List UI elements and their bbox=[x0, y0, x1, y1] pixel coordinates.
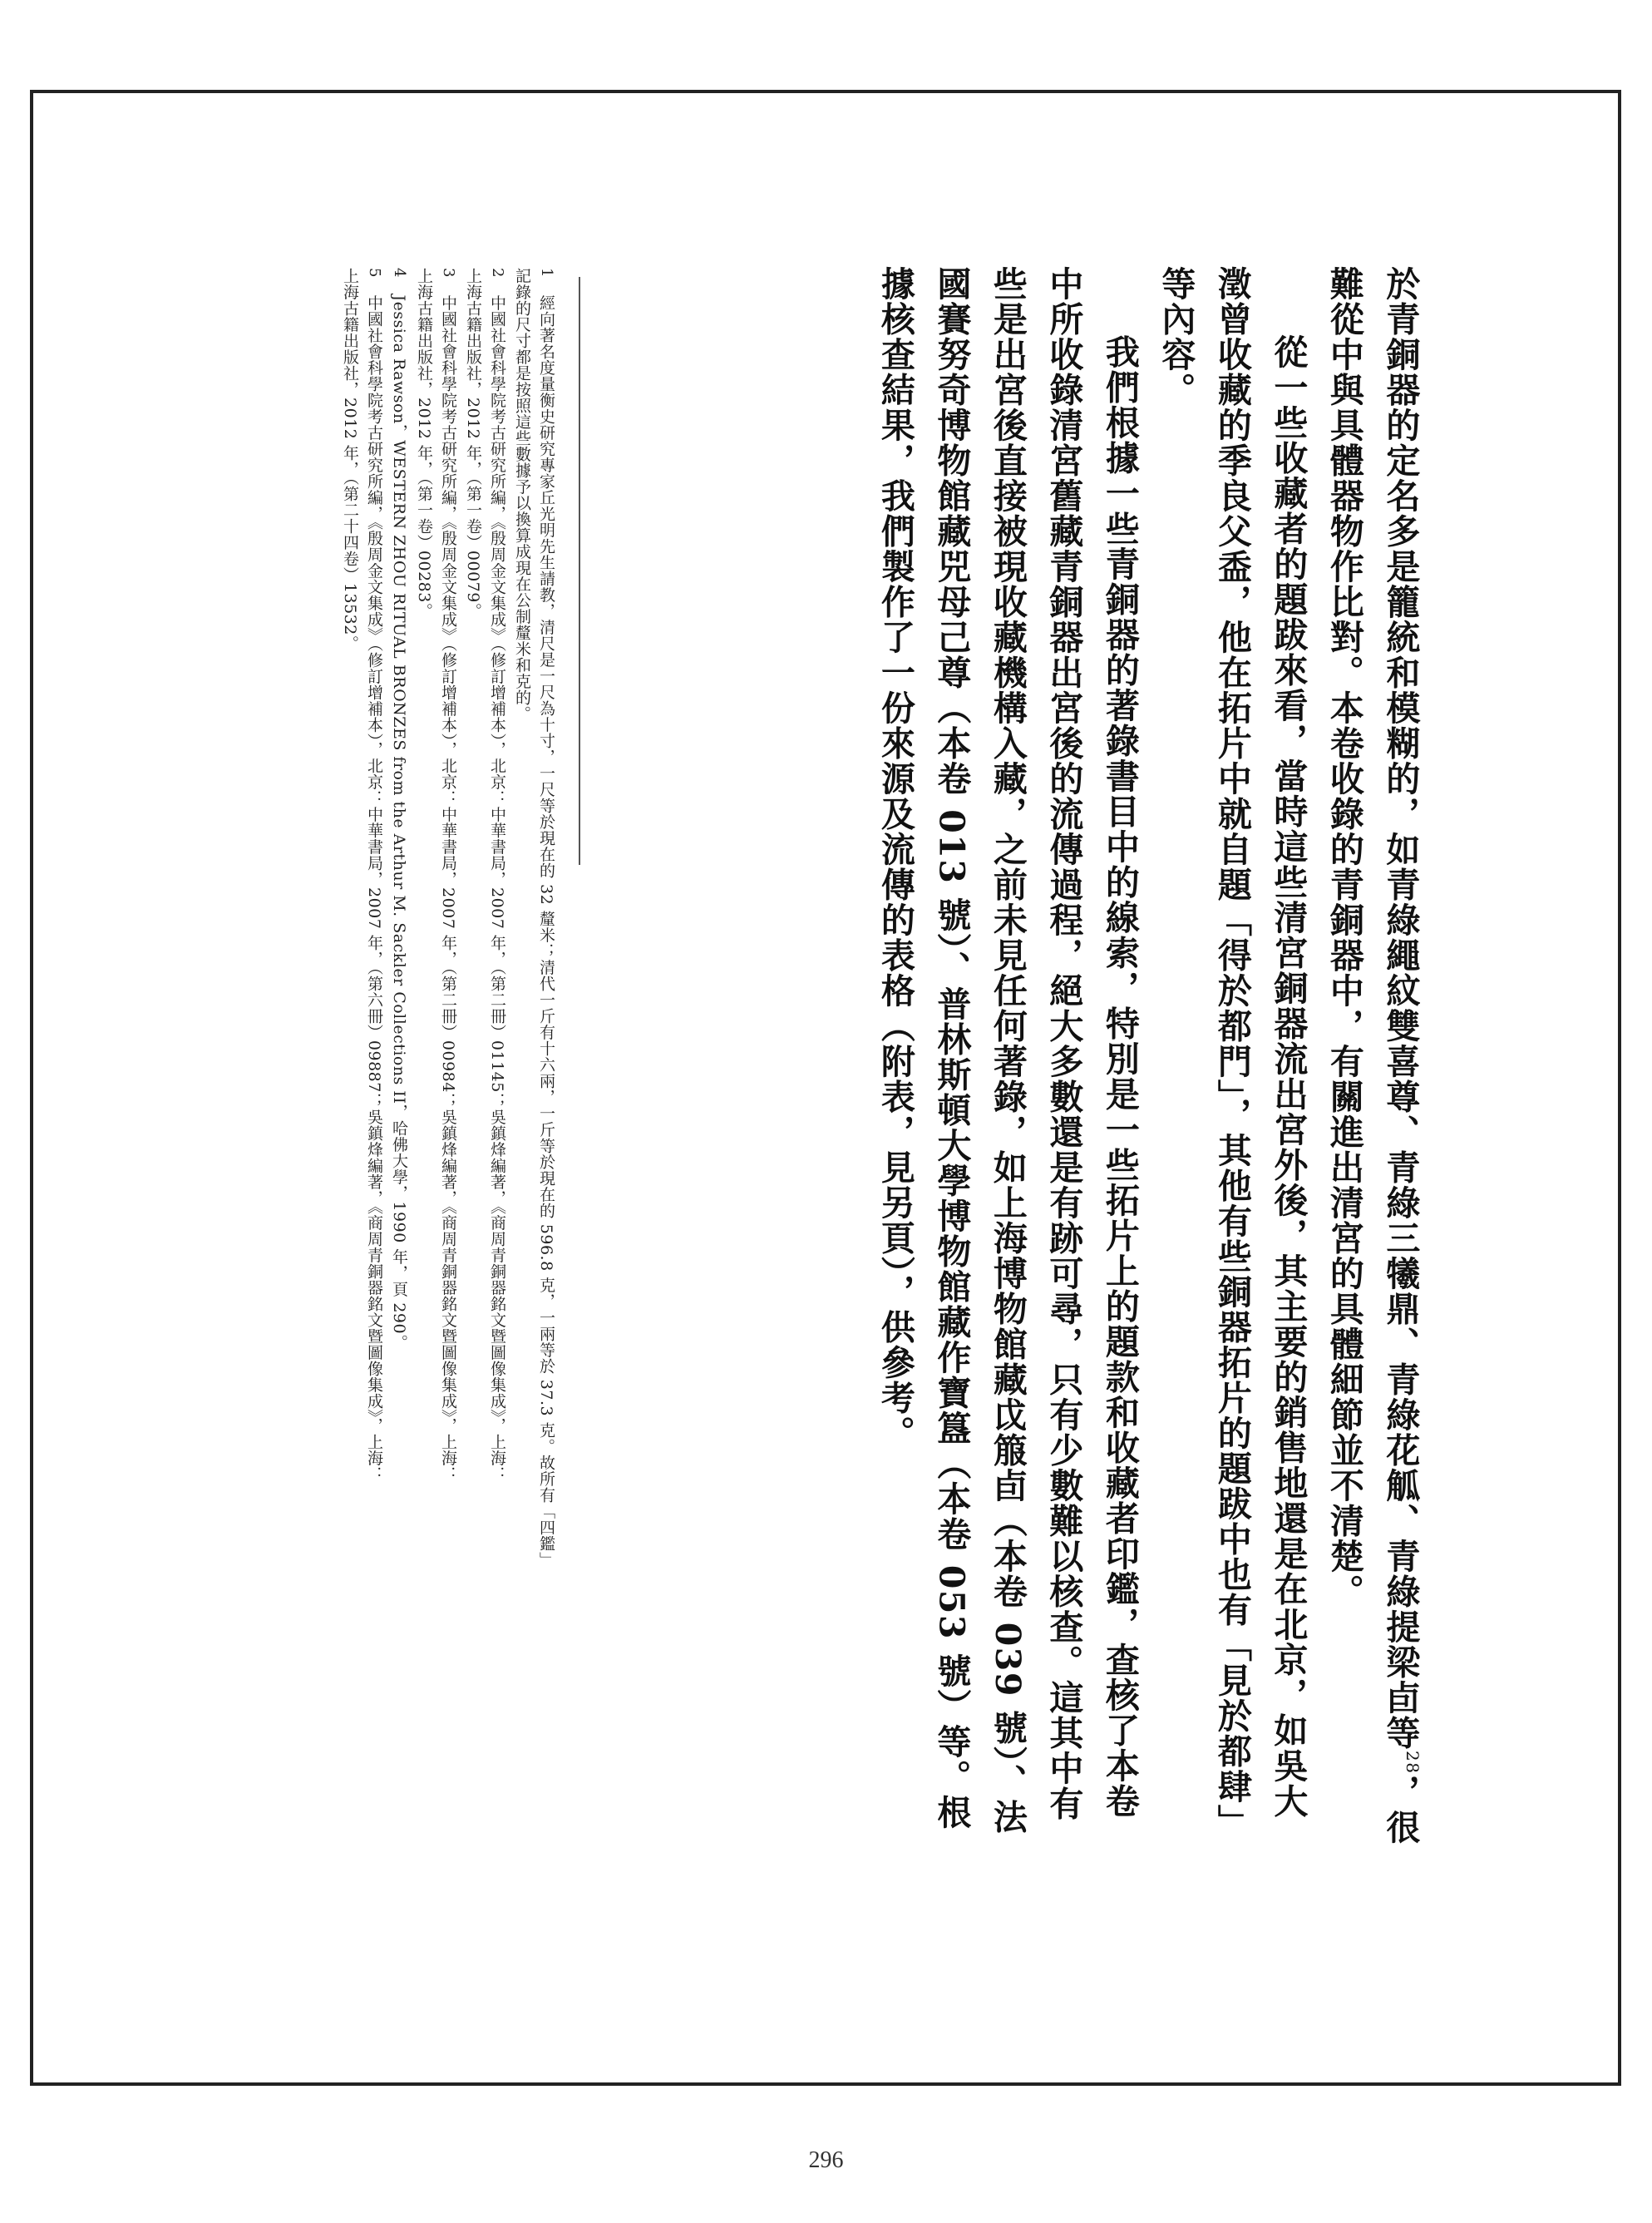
footnote-line: 上海古籍出版社，2012 年，（第二十四卷）13532。 bbox=[341, 268, 359, 652]
body-line: 母己尊（本卷 013 號）、普林斯頓大學博物館藏作寶簋（本卷 053 號）等。根據核查結果，我們製作了一份 bbox=[875, 266, 972, 1830]
footnote-3 bbox=[412, 268, 461, 1806]
paragraph-1 bbox=[1315, 266, 1440, 1846]
footnote-line: 記錄的尺寸都是按照這些數據予以換算成現在公制釐米和克的。 bbox=[513, 268, 531, 722]
body-line: 於青銅器的定名多是籠統和模糊的，如青綠繩紋雙喜尊、青綠三犧鼎、青綠花觚、青綠提梁卣等 bbox=[1380, 266, 1421, 1751]
footnote-2 bbox=[461, 268, 510, 1806]
body-line: 接被現收藏機構入藏，之前未見任何著錄，如上海博物館藏戉箙卣（本卷 039 號）、法國賽努奇博物館藏兕 bbox=[931, 266, 1028, 1835]
footnote-number: 2 bbox=[489, 268, 506, 278]
body-line: 從一些收藏者的題跋來看，當時這些清宮銅器流出宮外後，其主要的銷售地還是在北京，如吳大澂曾收 bbox=[1211, 266, 1309, 1819]
footnote-line: 經向著名度量衡史研究專家丘光明先生請教，清尺是一尺為十寸，一尺等於現在的 32 釐米；清代一斤有十六兩，一斤等於現在的 596.8 克，一兩等於 37.3 克。故所有「四鑑」 bbox=[537, 294, 555, 1568]
footnote-number: 5 bbox=[366, 268, 383, 278]
footnote-line: 上海古籍出版社，2012 年，（第一卷）00079。 bbox=[464, 268, 482, 620]
footnotes-section bbox=[338, 268, 559, 1806]
paragraph-3 bbox=[866, 266, 1147, 1846]
body-line: 藏的季良父盉，他在拓片中就自題「得於都門」，其他有些銅器拓片的題跋中也有「見於都肆」等內容。 bbox=[1156, 266, 1252, 1840]
footnote-1 bbox=[510, 268, 559, 1806]
footnote-4 bbox=[387, 268, 412, 1806]
footnote-line: 中國社會科學院考古研究所編，《殷周金文集成》（修訂增補本），北京：中華書局，2007 年，（第二冊）01145；吳鎮烽編著，《商周青銅器銘文暨圖像集成》，上海： bbox=[488, 294, 506, 1483]
body-line: ，很難從 bbox=[1324, 266, 1421, 1845]
main-body-text bbox=[866, 266, 1440, 1846]
footnote-number: 4 bbox=[391, 268, 408, 278]
footnote-divider bbox=[579, 277, 580, 865]
paragraph-2 bbox=[1147, 266, 1316, 1846]
footnote-line: 上海古籍出版社，2012 年，（第一卷）00283。 bbox=[415, 268, 433, 620]
footnote-line: 中國社會科學院考古研究所編，《殷周金文集成》（修訂增補本），北京：中華書局，2007 年，（第二冊）00984；吳鎮烽編著，《商周青銅器銘文暨圖像集成》，上海： bbox=[439, 294, 457, 1483]
body-line: 錄清宮舊藏青銅器出宮後的流傳過程，絕大多數還是有跡可尋，只有少數難以核查。這其中有些是出宮後直 bbox=[987, 266, 1084, 1821]
footnote-5 bbox=[338, 268, 387, 1806]
body-line: 我們根據一些青銅器的著錄書目中的線索，特別是一些拓片上的題款和收藏者印鑑，查核了本卷中所收 bbox=[1043, 266, 1140, 1819]
page-number: 296 bbox=[808, 2147, 844, 2173]
body-line: 中與具體器物作比對。本卷收錄的青銅器中，有關進出清宮的具體細節並不清楚。 bbox=[1324, 337, 1364, 1609]
footnote-line: 中國社會科學院考古研究所編，《殷周金文集成》（修訂增補本），北京：中華書局，2007 年，（第六冊）09887；吳鎮烽編著，《商周青銅器銘文暨圖像集成》，上海： bbox=[365, 294, 383, 1483]
footnote-number: 1 bbox=[538, 268, 555, 278]
footnote-line: Jessica Rawson，WESTERN ZHOU RITUAL BRONZES from the Arthur M. Sackler Collections II，哈佛大學，1990 年，頁 290。 bbox=[390, 294, 408, 1351]
footnote-reference[interactable]: 28 bbox=[1403, 1751, 1423, 1775]
body-line: 來源及流傳的表格（附表，見另頁），供參考。 bbox=[875, 725, 915, 1451]
footnote-number: 3 bbox=[440, 268, 457, 278]
